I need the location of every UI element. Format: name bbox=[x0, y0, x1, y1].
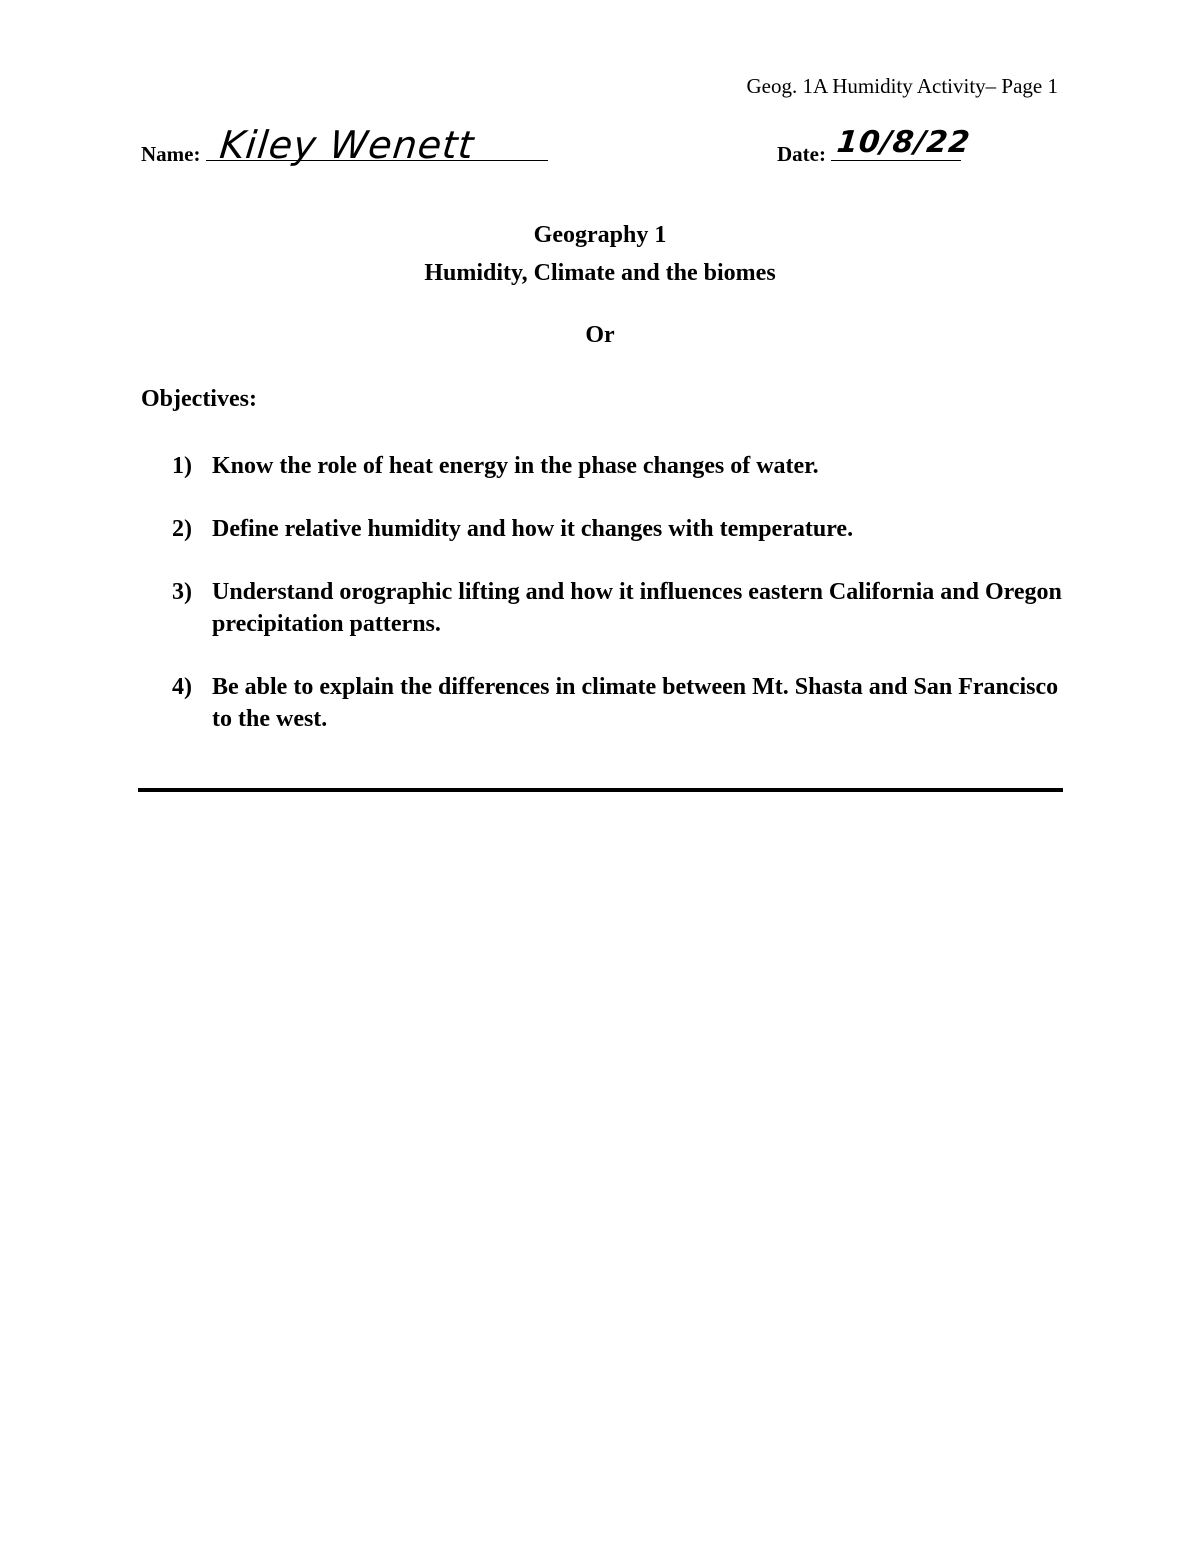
name-handwritten-value: Kiley Wenett bbox=[217, 123, 477, 167]
page-header-label: Geog. 1A Humidity Activity– Page 1 bbox=[746, 74, 1058, 98]
objective-text: Define relative humidity and how it changes with temperature. bbox=[212, 516, 854, 542]
objective-text: Be able to explain the differences in climate between Mt. Shasta and San Francisco to the west. bbox=[212, 674, 1059, 732]
or-separator-text: Or bbox=[585, 322, 615, 348]
objective-number: 1) bbox=[172, 453, 192, 479]
name-line bbox=[206, 123, 548, 167]
document-subtitle: Humidity, Climate and the biomes bbox=[424, 260, 776, 286]
objective-text: Know the role of heat energy in the phase changes of water. bbox=[212, 453, 819, 479]
name-label: Name: bbox=[141, 142, 201, 166]
objective-number: 3) bbox=[172, 579, 192, 605]
section-divider bbox=[138, 788, 1063, 792]
objectives-heading: Objectives: bbox=[141, 386, 257, 412]
objective-number: 4) bbox=[172, 674, 192, 700]
objective-number: 2) bbox=[172, 516, 192, 542]
objective-item bbox=[172, 576, 1062, 640]
date-line bbox=[831, 125, 973, 161]
objective-item bbox=[172, 671, 1062, 735]
objective-text: Understand orographic lifting and how it influences eastern California and Oregon precipitation patterns. bbox=[212, 579, 1062, 637]
objective-item bbox=[172, 450, 1062, 482]
objective-item bbox=[172, 513, 1062, 545]
date-handwritten-value: 10/8/22 bbox=[835, 125, 973, 160]
objectives-list bbox=[172, 450, 1062, 766]
name-field bbox=[141, 123, 548, 167]
date-label: Date: bbox=[777, 142, 826, 166]
date-field bbox=[777, 125, 973, 167]
document-title: Geography 1 bbox=[533, 222, 667, 248]
